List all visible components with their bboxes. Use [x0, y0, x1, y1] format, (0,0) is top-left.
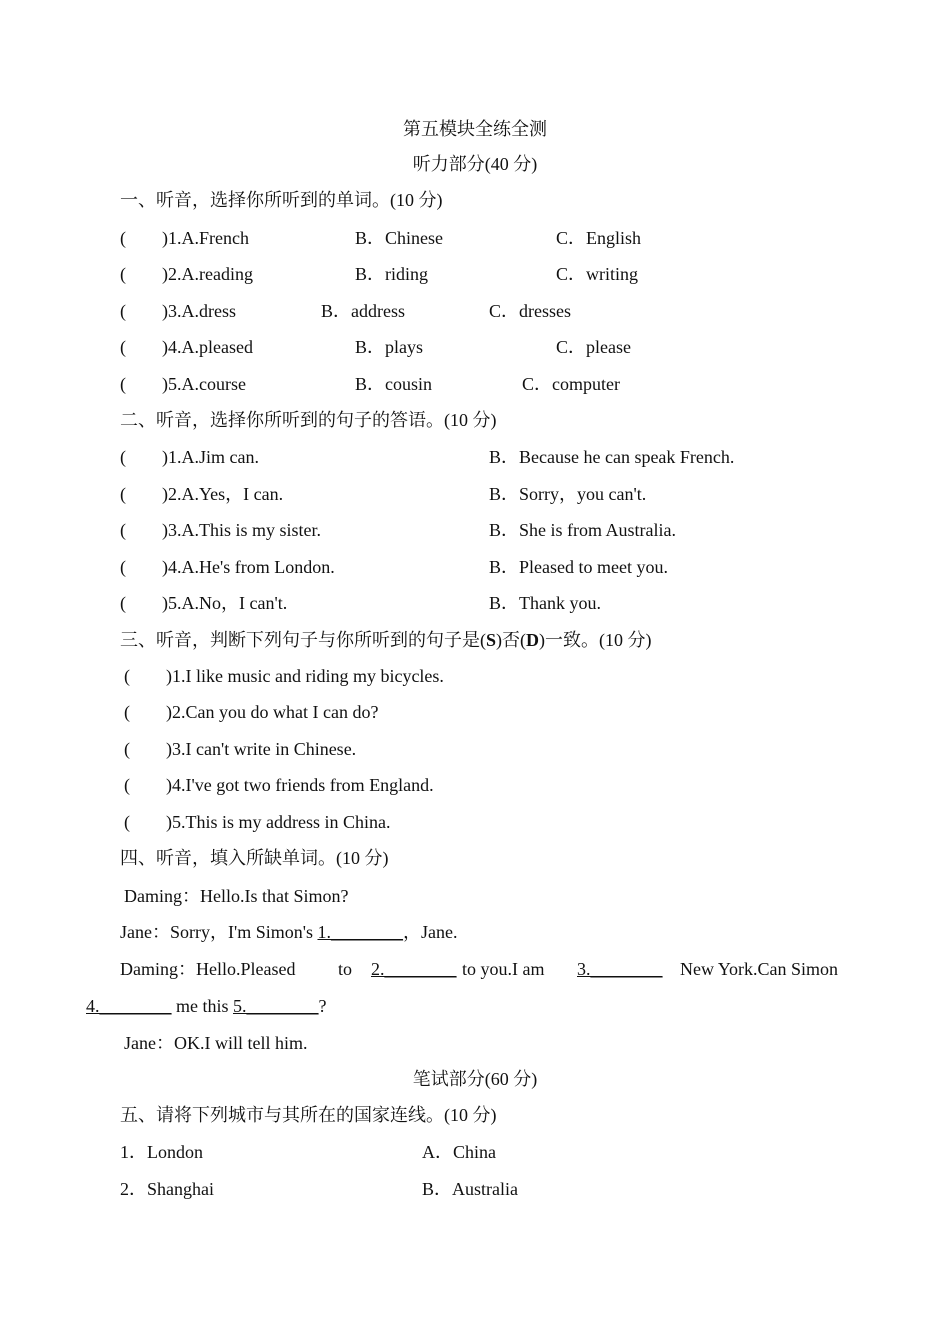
- s2-q2-option-b: B．Sorry，you can't.: [489, 484, 647, 504]
- s3-q3: ( )3.I can't write in Chinese.: [124, 739, 357, 759]
- s2-q5-option-b: B．Thank you.: [489, 593, 601, 613]
- s1-q4-option-b: B．plays: [355, 337, 424, 357]
- listening-heading: 听力部分(40 分): [412, 154, 538, 174]
- dialogue-line-3c: to you.I am: [462, 959, 545, 979]
- blank-1: 1.________: [317, 922, 403, 942]
- section3-heading: 三、听音，判断下列句子与你所听到的句子是(S)否(D)一致。(10 分): [120, 630, 652, 650]
- s1-q1: ( )1.A.French: [120, 228, 249, 248]
- s3-q1: ( )1.I like music and riding my bicycles.: [124, 666, 444, 686]
- dialogue-line-1: Daming：Hello.Is that Simon?: [124, 886, 349, 906]
- s5-city-2: 2．Shanghai: [120, 1179, 214, 1199]
- s2-q3-option-b: B．She is from Australia.: [489, 520, 676, 540]
- s3-q2: ( )2.Can you do what I can do?: [124, 702, 379, 722]
- s3-q4: ( )4.I've got two friends from England.: [124, 775, 434, 795]
- blank-2: 2.________: [371, 959, 457, 979]
- s2-q4-option-b: B．Pleased to meet you.: [489, 557, 668, 577]
- s1-q2-option-b: B．riding: [355, 264, 429, 284]
- s1-q5: ( )5.A.course: [120, 374, 246, 394]
- dialogue-line-3d: New York.Can Simon: [680, 959, 839, 979]
- s2-q1: ( )1.A.Jim can.: [120, 447, 259, 467]
- s5-country-a: A．China: [422, 1142, 496, 1162]
- dialogue-line-2: Jane：Sorry，I'm Simon's 1.________，Jane.: [120, 922, 458, 942]
- s5-country-b: B．Australia: [422, 1179, 518, 1199]
- s3-q5: ( )5.This is my address in China.: [124, 812, 391, 832]
- s1-q5-option-c: C．computer: [522, 374, 620, 394]
- dialogue-line-4: 4.________ me this 5.________?: [86, 996, 327, 1016]
- section2-heading: 二、听音，选择你所听到的句子的答语。(10 分): [120, 410, 497, 430]
- s1-q4: ( )4.A.pleased: [120, 337, 253, 357]
- s1-q4-option-c: C．please: [556, 337, 631, 357]
- blank-4: 4.________: [86, 996, 172, 1016]
- s2-q3: ( )3.A.This is my sister.: [120, 520, 321, 540]
- dialogue-line-3a: Daming：Hello.Pleased: [120, 959, 296, 979]
- dialogue-line-5: Jane：OK.I will tell him.: [124, 1033, 308, 1053]
- dialogue-line-3b: to: [338, 959, 353, 979]
- section1-heading: 一、听音，选择你所听到的单词。(10 分): [120, 190, 443, 210]
- s2-q4: ( )4.A.He's from London.: [120, 557, 335, 577]
- section5-heading: 五、请将下列城市与其所在的国家连线。(10 分): [120, 1105, 497, 1125]
- writing-heading: 笔试部分(60 分): [412, 1069, 538, 1089]
- s1-q5-option-b: B．cousin: [355, 374, 433, 394]
- section4-heading: 四、听音，填入所缺单词。(10 分): [120, 848, 389, 868]
- blank-3: 3.________: [577, 959, 663, 979]
- s2-q5: ( )5.A.No，I can't.: [120, 593, 288, 613]
- s2-q1-option-b: B．Because he can speak French.: [489, 447, 735, 467]
- s2-q2: ( )2.A.Yes，I can.: [120, 484, 284, 504]
- s1-q2: ( )2.A.reading: [120, 264, 253, 284]
- s1-q3-option-c: C．dresses: [489, 301, 571, 321]
- s5-city-1: 1．London: [120, 1142, 203, 1162]
- page-title: 第五模块全练全测: [403, 119, 547, 139]
- s1-q1-option-b: B．Chinese: [355, 228, 443, 248]
- s1-q3: ( )3.A.dress: [120, 301, 236, 321]
- s1-q3-option-b: B．address: [321, 301, 405, 321]
- s1-q2-option-c: C．writing: [556, 264, 639, 284]
- s1-q1-option-c: C．English: [556, 228, 642, 248]
- blank-5: 5.________: [233, 996, 319, 1016]
